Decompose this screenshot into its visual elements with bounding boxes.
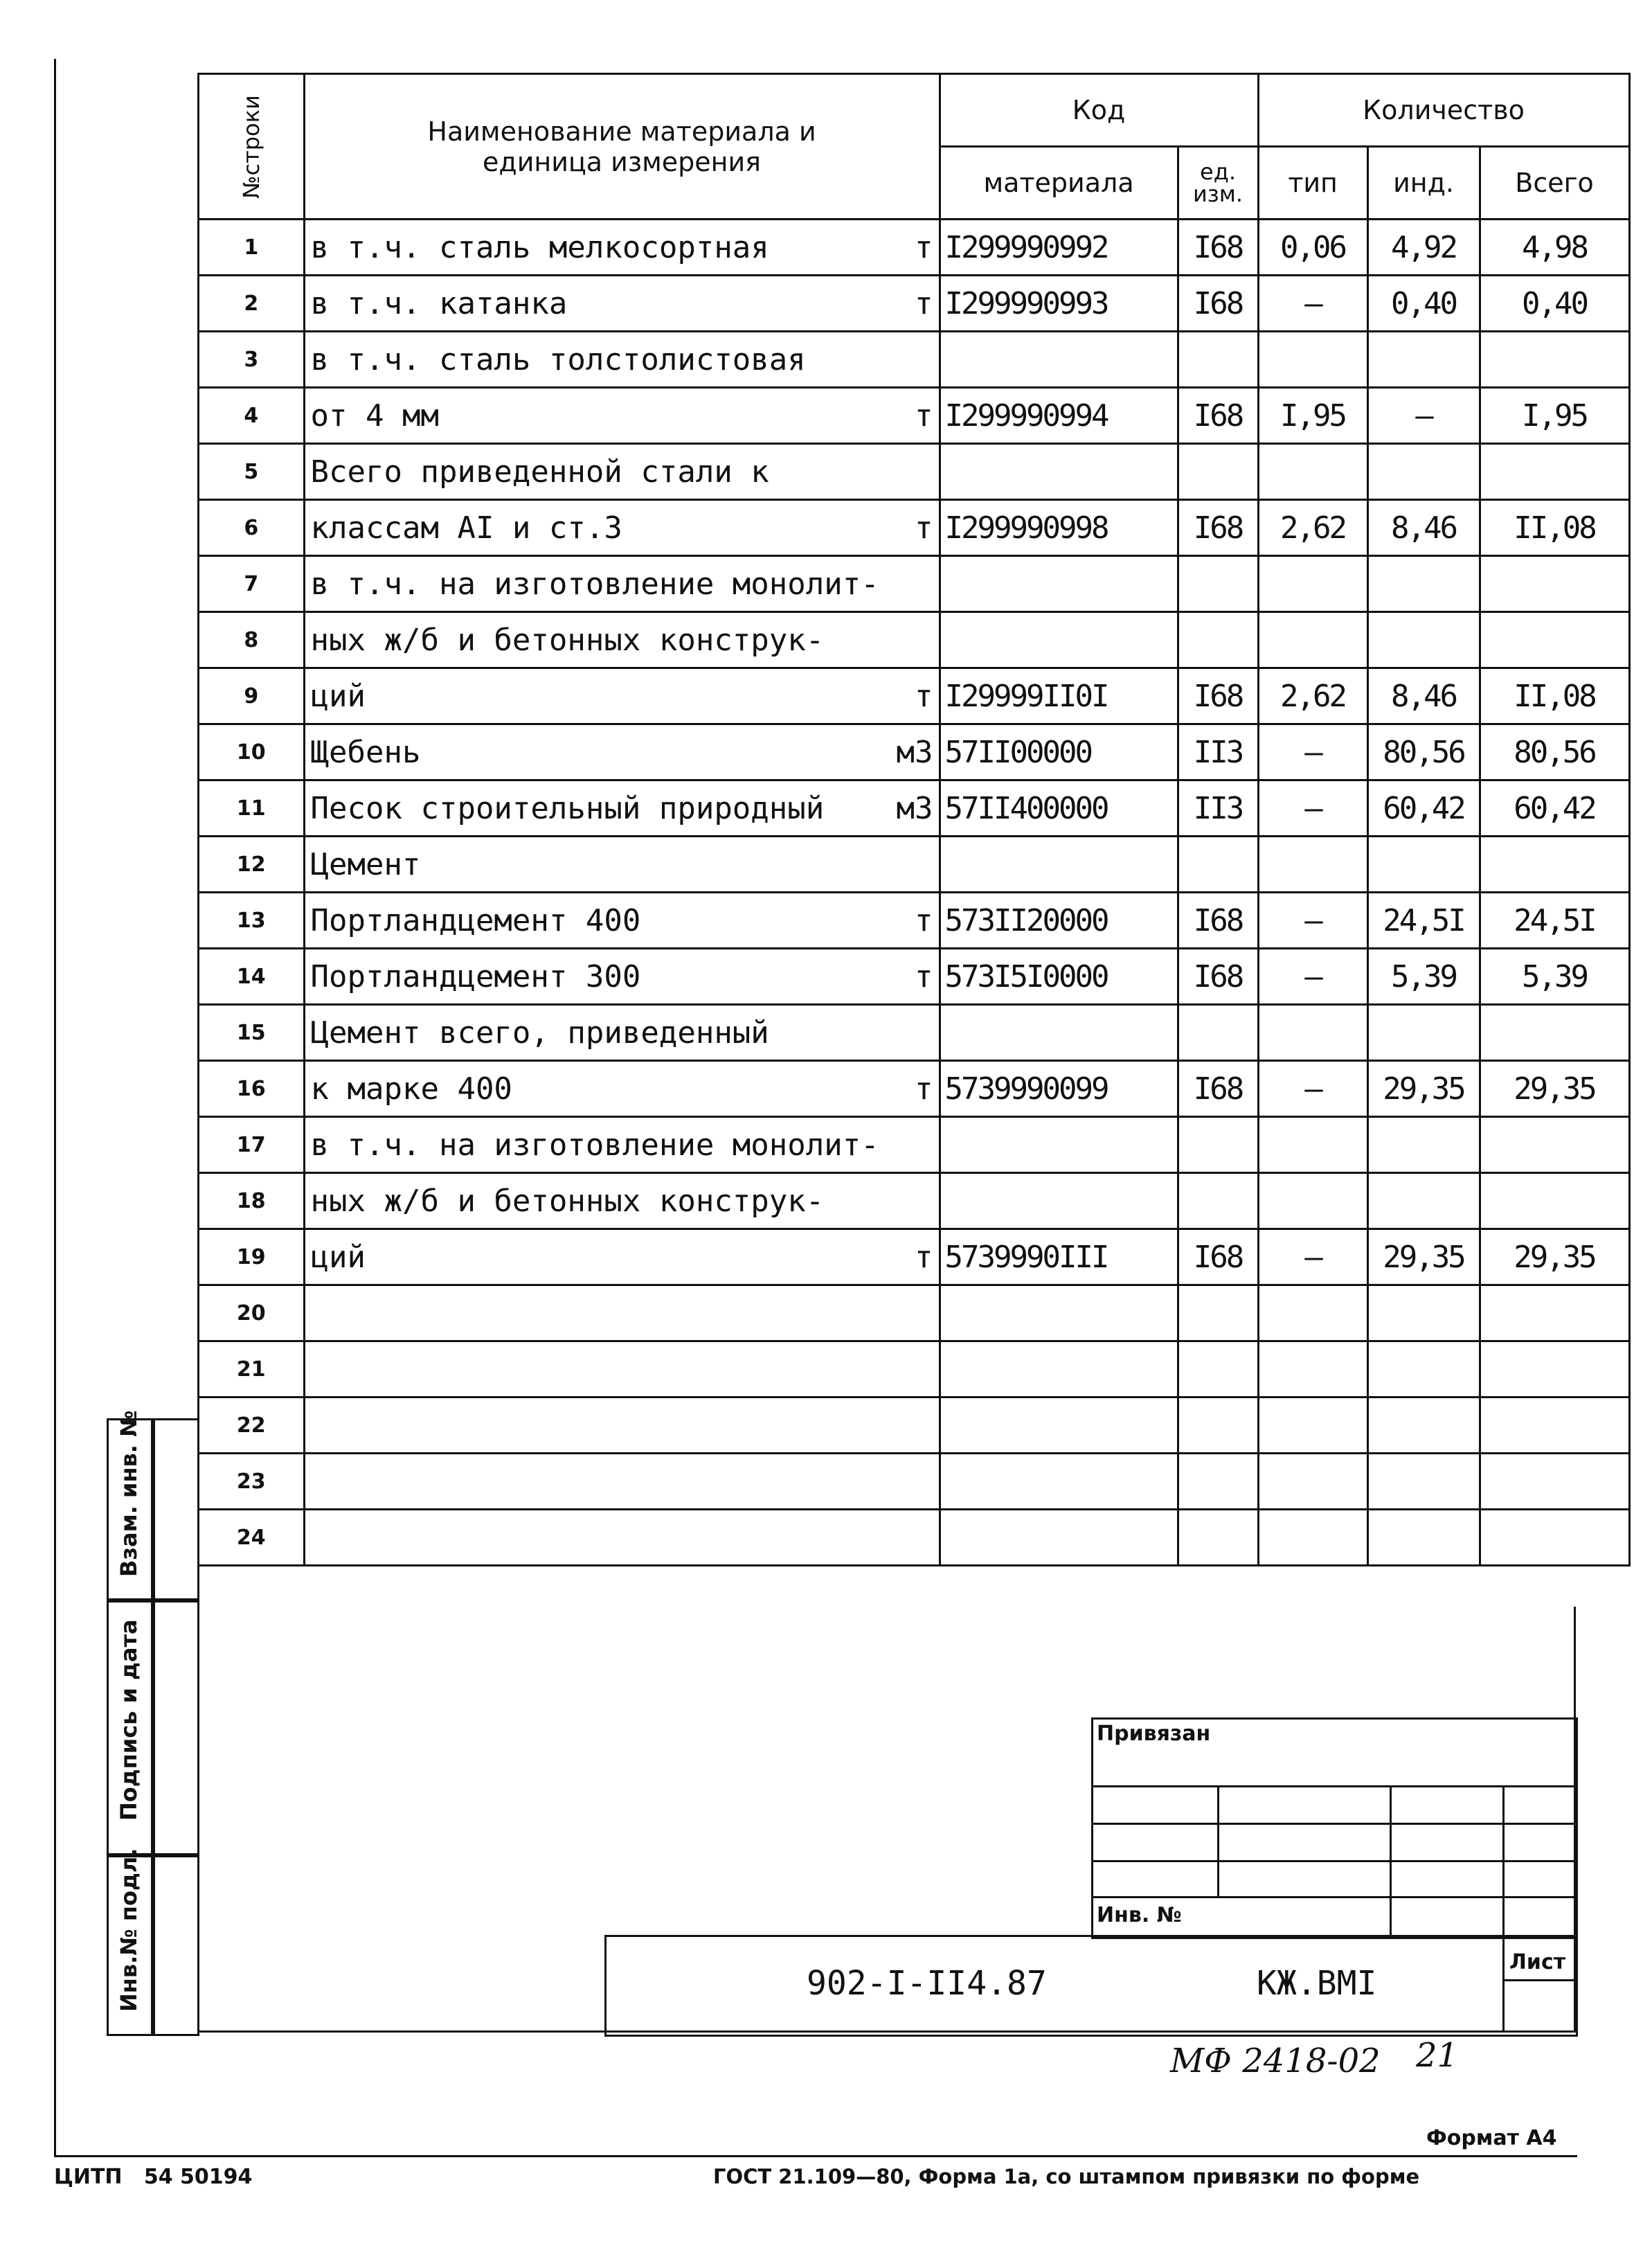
qty-type [1258, 556, 1367, 612]
table-row [199, 500, 1630, 556]
material-code [940, 1005, 1178, 1061]
table-row [199, 837, 1630, 893]
material-code [940, 1341, 1178, 1398]
material-code: I299990993 [940, 276, 1178, 332]
side-stamp-vzam-value [151, 1418, 199, 1602]
qty-total [1480, 1398, 1629, 1454]
list-label: Лист [1509, 1950, 1566, 1974]
unit-code: I68 [1178, 500, 1258, 556]
material-name-text: в т.ч. катанка [310, 285, 568, 321]
qty-type [1258, 837, 1367, 893]
qty-total [1480, 1510, 1629, 1566]
qty-ind: 24,5I [1367, 893, 1480, 949]
material-name [304, 1454, 940, 1510]
table-row [199, 893, 1630, 949]
row-number: 11 [199, 780, 305, 837]
material-name [304, 332, 940, 388]
row-number: 22 [199, 1398, 305, 1454]
row-number: 8 [199, 612, 305, 668]
unit-code: I68 [1178, 1229, 1258, 1285]
qty-ind [1367, 1454, 1480, 1510]
privyazan-col-1 [1217, 1785, 1219, 1898]
row-number: 10 [199, 724, 305, 780]
material-unit: т [915, 958, 933, 994]
material-name-text: от 4 мм [310, 398, 439, 434]
row-number: 4 [199, 388, 305, 444]
material-name [304, 1117, 940, 1173]
materials-table [197, 73, 1631, 1566]
material-name [304, 1229, 940, 1285]
table-row [199, 220, 1630, 276]
material-code [940, 444, 1178, 500]
material-code: 573I5I0000 [940, 949, 1178, 1005]
material-code: I299990992 [940, 220, 1178, 276]
material-code: 5739990099 [940, 1061, 1178, 1117]
qty-ind [1367, 1285, 1480, 1341]
qty-total [1480, 612, 1629, 668]
material-name-text: ных ж/б и бетонных конструк- [310, 1183, 825, 1219]
table-row [199, 1229, 1630, 1285]
unit-code: I68 [1178, 893, 1258, 949]
qty-type [1258, 1398, 1367, 1454]
material-name-text: ций [310, 1239, 366, 1275]
qty-ind: 0,40 [1367, 276, 1480, 332]
qty-ind: 29,35 [1367, 1061, 1480, 1117]
material-name-text: в т.ч. сталь мелкосортная [310, 229, 769, 265]
qty-type [1258, 1005, 1367, 1061]
row-number: 12 [199, 837, 305, 893]
qty-total [1480, 1341, 1629, 1398]
material-name [304, 1510, 940, 1566]
material-code [940, 1510, 1178, 1566]
qty-total [1480, 444, 1629, 500]
qty-ind [1367, 1173, 1480, 1229]
qty-type [1258, 1454, 1367, 1510]
material-code: I299990998 [940, 500, 1178, 556]
unit-code [1178, 1285, 1258, 1341]
material-code: 57II400000 [940, 780, 1178, 837]
footer-left: ЦИТП 54 50194 [54, 2165, 253, 2189]
row-number: 14 [199, 949, 305, 1005]
qty-ind [1367, 444, 1480, 500]
material-unit: м3 [896, 734, 933, 770]
row-number: 23 [199, 1454, 305, 1510]
qty-ind: 5,39 [1367, 949, 1480, 1005]
qty-total: II,08 [1480, 668, 1629, 724]
unit-code: I68 [1178, 668, 1258, 724]
table-row [199, 332, 1630, 388]
qty-ind: 8,46 [1367, 668, 1480, 724]
privyazan-col-3 [1502, 1785, 1505, 1935]
table-row [199, 612, 1630, 668]
header-qty-total: Всего [1480, 147, 1629, 220]
label-vzam-inv: Взам. инв. № [116, 1410, 142, 1577]
material-name [304, 444, 940, 500]
row-number: 7 [199, 556, 305, 612]
material-name-text: Портландцемент 300 [310, 958, 641, 994]
qty-type [1258, 332, 1367, 388]
material-name [304, 500, 940, 556]
qty-type: – [1258, 1229, 1367, 1285]
qty-total: 80,56 [1480, 724, 1629, 780]
doc-number: 902-I-II4.87 [807, 1964, 1047, 2003]
qty-total [1480, 556, 1629, 612]
unit-code [1178, 1341, 1258, 1398]
material-name [304, 893, 940, 949]
bottom-margin-line [54, 2155, 1577, 2157]
row-number: 9 [199, 668, 305, 724]
qty-total: 60,42 [1480, 780, 1629, 837]
footer-format: Формат А4 [1426, 2126, 1557, 2150]
material-name-text: ных ж/б и бетонных конструк- [310, 622, 825, 658]
table-row [199, 556, 1630, 612]
unit-code [1178, 1454, 1258, 1510]
table-row [199, 388, 1630, 444]
table-row [199, 1117, 1630, 1173]
material-name-text: Цемент всего, приведенный [310, 1015, 769, 1051]
inv-no-label: Инв. № [1097, 1903, 1182, 1927]
qty-total: 4,98 [1480, 220, 1629, 276]
unit-code: I68 [1178, 1061, 1258, 1117]
material-name-text: ций [310, 678, 366, 714]
qty-total [1480, 1285, 1629, 1341]
material-unit: т [915, 398, 933, 434]
table-row [199, 1173, 1630, 1229]
material-name [304, 837, 940, 893]
qty-total: 0,40 [1480, 276, 1629, 332]
header-code: Код [940, 74, 1258, 147]
qty-type [1258, 1510, 1367, 1566]
material-name-text: к марке 400 [310, 1071, 512, 1107]
unit-code [1178, 332, 1258, 388]
qty-type [1258, 1341, 1367, 1398]
qty-ind: 60,42 [1367, 780, 1480, 837]
unit-code: I68 [1178, 276, 1258, 332]
left-margin-line [54, 59, 56, 2157]
qty-type [1258, 1285, 1367, 1341]
qty-ind [1367, 612, 1480, 668]
material-name-text: в т.ч. сталь толстолистовая [310, 341, 806, 377]
material-unit: т [915, 902, 933, 938]
qty-ind: 8,46 [1367, 500, 1480, 556]
unit-code [1178, 1398, 1258, 1454]
qty-total [1480, 1117, 1629, 1173]
table-row [199, 444, 1630, 500]
qty-type: – [1258, 276, 1367, 332]
material-name [304, 1061, 940, 1117]
qty-total [1480, 1005, 1629, 1061]
row-number: 3 [199, 332, 305, 388]
material-code [940, 1398, 1178, 1454]
qty-total [1480, 332, 1629, 388]
side-stamp-inv-value [151, 1853, 199, 2036]
material-code: 57II00000 [940, 724, 1178, 780]
material-name-text: Цемент [310, 846, 421, 882]
table-row [199, 1510, 1630, 1566]
table-row [199, 276, 1630, 332]
material-name [304, 612, 940, 668]
qty-type [1258, 1117, 1367, 1173]
material-name-text: Всего приведенной стали к [310, 454, 769, 490]
qty-ind [1367, 556, 1480, 612]
table-row [199, 1061, 1630, 1117]
unit-code [1178, 612, 1258, 668]
table-row [199, 1454, 1630, 1510]
row-number: 6 [199, 500, 305, 556]
material-name-text: Щебень [310, 734, 421, 770]
material-unit: т [915, 1071, 933, 1107]
handwritten-sheet: 21 [1416, 2036, 1459, 2075]
qty-ind [1367, 1341, 1480, 1398]
privyazan-col-2 [1390, 1785, 1392, 1935]
material-code [940, 837, 1178, 893]
material-name-text: Портландцемент 400 [310, 902, 641, 938]
material-name [304, 556, 940, 612]
row-number: 17 [199, 1117, 305, 1173]
unit-code [1178, 1117, 1258, 1173]
table-row [199, 724, 1630, 780]
privyazan-label: Привязан [1097, 1722, 1211, 1746]
material-code [940, 1117, 1178, 1173]
qty-total [1480, 1173, 1629, 1229]
qty-ind [1367, 1005, 1480, 1061]
row-number: 16 [199, 1061, 305, 1117]
unit-code: II3 [1178, 724, 1258, 780]
material-code [940, 612, 1178, 668]
material-unit: м3 [896, 790, 933, 826]
qty-ind [1367, 1398, 1480, 1454]
row-number: 15 [199, 1005, 305, 1061]
header-code-material: материала [940, 147, 1178, 220]
frame-left-bottom [197, 1607, 199, 2033]
material-code [940, 1173, 1178, 1229]
qty-type [1258, 444, 1367, 500]
qty-ind: 80,56 [1367, 724, 1480, 780]
row-number: 24 [199, 1510, 305, 1566]
row-number: 2 [199, 276, 305, 332]
material-name [304, 276, 940, 332]
unit-code [1178, 1173, 1258, 1229]
qty-ind [1367, 1117, 1480, 1173]
material-name-text: в т.ч. на изготовление монолит- [310, 566, 879, 602]
header-code-unit: ед. изм. [1178, 147, 1258, 220]
unit-code [1178, 444, 1258, 500]
row-number: 21 [199, 1341, 305, 1398]
material-unit: т [915, 678, 933, 714]
material-unit: т [915, 285, 933, 321]
qty-type: I,95 [1258, 388, 1367, 444]
header-quantity: Количество [1258, 74, 1629, 147]
material-code [940, 556, 1178, 612]
title-block [604, 1935, 1578, 2037]
material-code: 5739990III [940, 1229, 1178, 1285]
material-name [304, 780, 940, 837]
material-name [304, 1285, 940, 1341]
qty-ind [1367, 1510, 1480, 1566]
unit-code [1178, 556, 1258, 612]
qty-total: 5,39 [1480, 949, 1629, 1005]
material-code [940, 1454, 1178, 1510]
qty-type: – [1258, 893, 1367, 949]
qty-ind: 4,92 [1367, 220, 1480, 276]
row-number: 20 [199, 1285, 305, 1341]
material-code: I29999II0I [940, 668, 1178, 724]
table-row [199, 668, 1630, 724]
title-list-row [1502, 1979, 1576, 1981]
table-row [199, 780, 1630, 837]
table-row [199, 1341, 1630, 1398]
qty-type: – [1258, 1061, 1367, 1117]
qty-type: – [1258, 949, 1367, 1005]
material-unit: т [915, 1239, 933, 1275]
qty-type: – [1258, 780, 1367, 837]
material-code [940, 332, 1178, 388]
qty-ind [1367, 837, 1480, 893]
unit-code: I68 [1178, 949, 1258, 1005]
material-name [304, 949, 940, 1005]
side-stamp-podpis-value [151, 1598, 199, 1857]
qty-type [1258, 612, 1367, 668]
table-row [199, 1398, 1630, 1454]
row-number: 18 [199, 1173, 305, 1229]
material-code: I299990994 [940, 388, 1178, 444]
qty-type [1258, 1173, 1367, 1229]
footer-gost: ГОСТ 21.109—80, Форма 1а, со штампом привязки по форме [713, 2165, 1420, 2188]
row-number: 19 [199, 1229, 305, 1285]
qty-total [1480, 1454, 1629, 1510]
material-name [304, 1398, 940, 1454]
qty-total: 29,35 [1480, 1061, 1629, 1117]
material-code: 573II20000 [940, 893, 1178, 949]
material-name [304, 388, 940, 444]
qty-ind: 29,35 [1367, 1229, 1480, 1285]
header-material-name: Наименование материала и единица измерения [304, 74, 940, 220]
row-number: 13 [199, 893, 305, 949]
row-number: 5 [199, 444, 305, 500]
label-inv-podl: Инв.№ подл. [116, 1848, 142, 2012]
title-list-divider [1502, 1935, 1505, 2033]
header-qty-type: тип [1258, 147, 1367, 220]
doc-code: КЖ.ВМI [1257, 1964, 1377, 2003]
unit-code [1178, 1510, 1258, 1566]
material-name [304, 1005, 940, 1061]
qty-total: I,95 [1480, 388, 1629, 444]
material-name [304, 724, 940, 780]
material-code [940, 1285, 1178, 1341]
material-unit: т [915, 510, 933, 546]
qty-total: 29,35 [1480, 1229, 1629, 1285]
qty-ind [1367, 332, 1480, 388]
unit-code: I68 [1178, 388, 1258, 444]
unit-code: II3 [1178, 780, 1258, 837]
header-row-number: №строки [199, 74, 305, 220]
handwritten-number: МФ 2418-02 [1170, 2042, 1381, 2080]
unit-code [1178, 837, 1258, 893]
material-name-text: в т.ч. на изготовление монолит- [310, 1127, 879, 1163]
qty-type: – [1258, 724, 1367, 780]
material-name-text: Песок строительный природный [310, 790, 825, 826]
table-row [199, 949, 1630, 1005]
header-qty-ind: инд. [1367, 147, 1480, 220]
qty-total [1480, 837, 1629, 893]
table-row [199, 1005, 1630, 1061]
row-number: 1 [199, 220, 305, 276]
unit-code [1178, 1005, 1258, 1061]
qty-type: 2,62 [1258, 668, 1367, 724]
material-name [304, 1341, 940, 1398]
qty-total: 24,5I [1480, 893, 1629, 949]
qty-type: 0,06 [1258, 220, 1367, 276]
label-podpis-data: Подпись и дата [116, 1619, 142, 1821]
material-name [304, 668, 940, 724]
qty-type: 2,62 [1258, 500, 1367, 556]
unit-code: I68 [1178, 220, 1258, 276]
table-row [199, 1285, 1630, 1341]
material-name-text: классам АI и ст.3 [310, 510, 622, 546]
qty-ind: – [1367, 388, 1480, 444]
material-name [304, 1173, 940, 1229]
qty-total: II,08 [1480, 500, 1629, 556]
material-name [304, 220, 940, 276]
material-unit: т [915, 229, 933, 265]
